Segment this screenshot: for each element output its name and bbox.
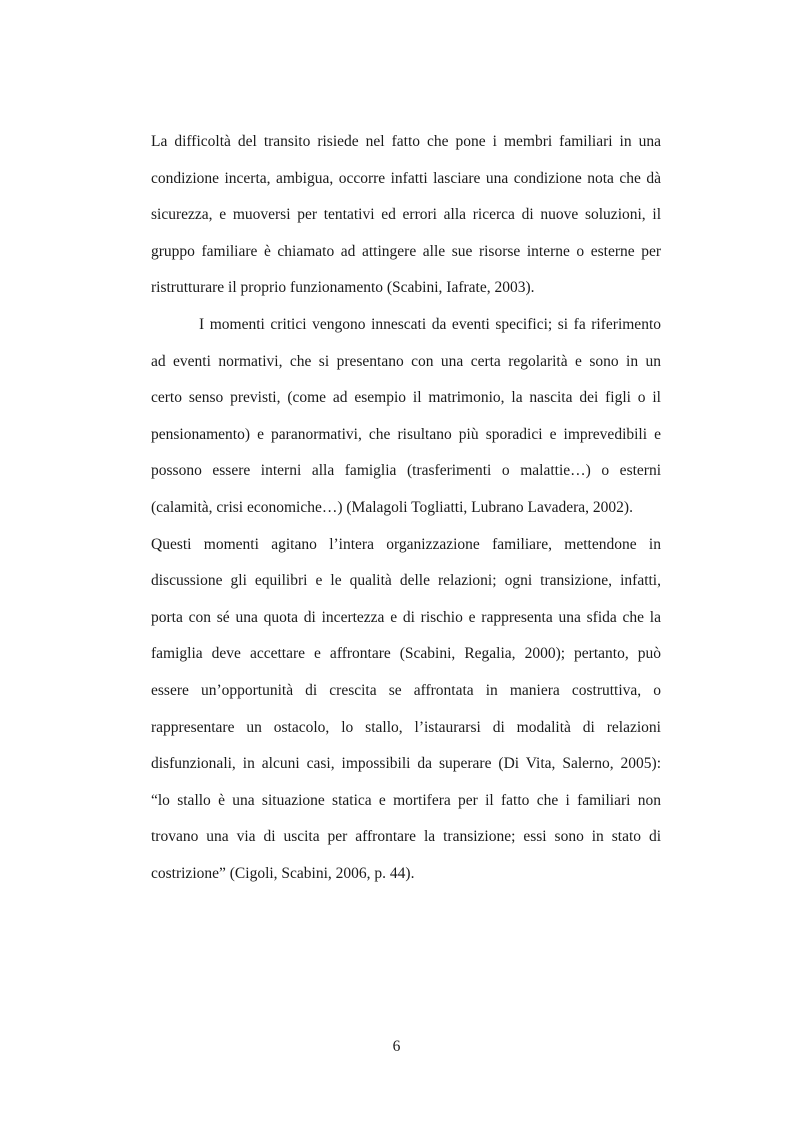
paragraph-1-line-5: ristrutturare il proprio funzionamento (Scabini, Iafrate, 2003). — [151, 279, 535, 297]
paragraph-3-line-6: rappresentare un ostacolo, lo stallo, l’istaurarsi di modalità di relazioni — [151, 718, 661, 736]
paragraph-3-line-4: famiglia deve accettare e affrontare (Scabini, Regalia, 2000); pertanto, può — [151, 645, 661, 663]
paragraph-1-line-2: condizione incerta, ambigua, occorre infatti lasciare una condizione nota che dà — [151, 169, 661, 187]
paragraph-1-line-4: gruppo familiare è chiamato ad attingere alle sue risorse interne o esterne per — [151, 242, 661, 260]
paragraph-3-line-2: discussione gli equilibri e le qualità delle relazioni; ogni transizione, infatti, — [151, 572, 661, 590]
paragraph-1-line-1: La difficoltà del transito risiede nel fatto che pone i membri familiari in una — [151, 133, 661, 150]
page-number: 6 — [392, 1038, 401, 1055]
paragraph-3-line-10: costrizione” (Cigoli, Scabini, 2006, p. 44). — [151, 864, 415, 882]
paragraph-2-line-3: certo senso previsti, (come ad esempio il matrimonio, la nascita dei figli o il — [151, 389, 661, 407]
paragraph-3-line-1: Questi momenti agitano l’intera organizzazione familiare, mettendone in — [151, 535, 661, 553]
paragraph-3-line-8: “lo stallo è una situazione statica e mortifera per il fatto che i familiari non — [151, 791, 661, 809]
paragraph-1-line-3: sicurezza, e muoversi per tentativi ed errori alla ricerca di nuove soluzioni, il — [151, 206, 661, 224]
paragraph-3-line-3: porta con sé una quota di incertezza e di rischio e rappresenta una sfida che la — [151, 608, 661, 626]
paragraph-2-line-6: (calamità, crisi economiche…) (Malagoli Togliatti, Lubrano Lavadera, 2002). — [151, 498, 633, 516]
paragraph-2-line-1: I momenti critici vengono innescati da eventi specifici; si fa riferimento — [199, 315, 661, 333]
paragraph-3-line-7: disfunzionali, in alcuni casi, impossibili da superare (Di Vita, Salerno, 2005): — [151, 755, 661, 773]
paragraph-2-line-2: ad eventi normativi, che si presentano con una certa regolarità e sono in un — [151, 352, 661, 370]
body-text — [151, 128, 661, 896]
paragraph-2-line-4: pensionamento) e paranormativi, che risultano più sporadici e imprevedibili e — [151, 425, 661, 443]
paragraph-3-line-9: trovano una via di uscita per affrontare la transizione; essi sono in stato di — [151, 828, 661, 846]
paragraph-3-line-5: essere un’opportunità di crescita se affrontata in maniera costruttiva, o — [151, 681, 661, 699]
paragraph-2-line-5: possono essere interni alla famiglia (trasferimenti o malattie…) o esterni — [151, 462, 661, 480]
